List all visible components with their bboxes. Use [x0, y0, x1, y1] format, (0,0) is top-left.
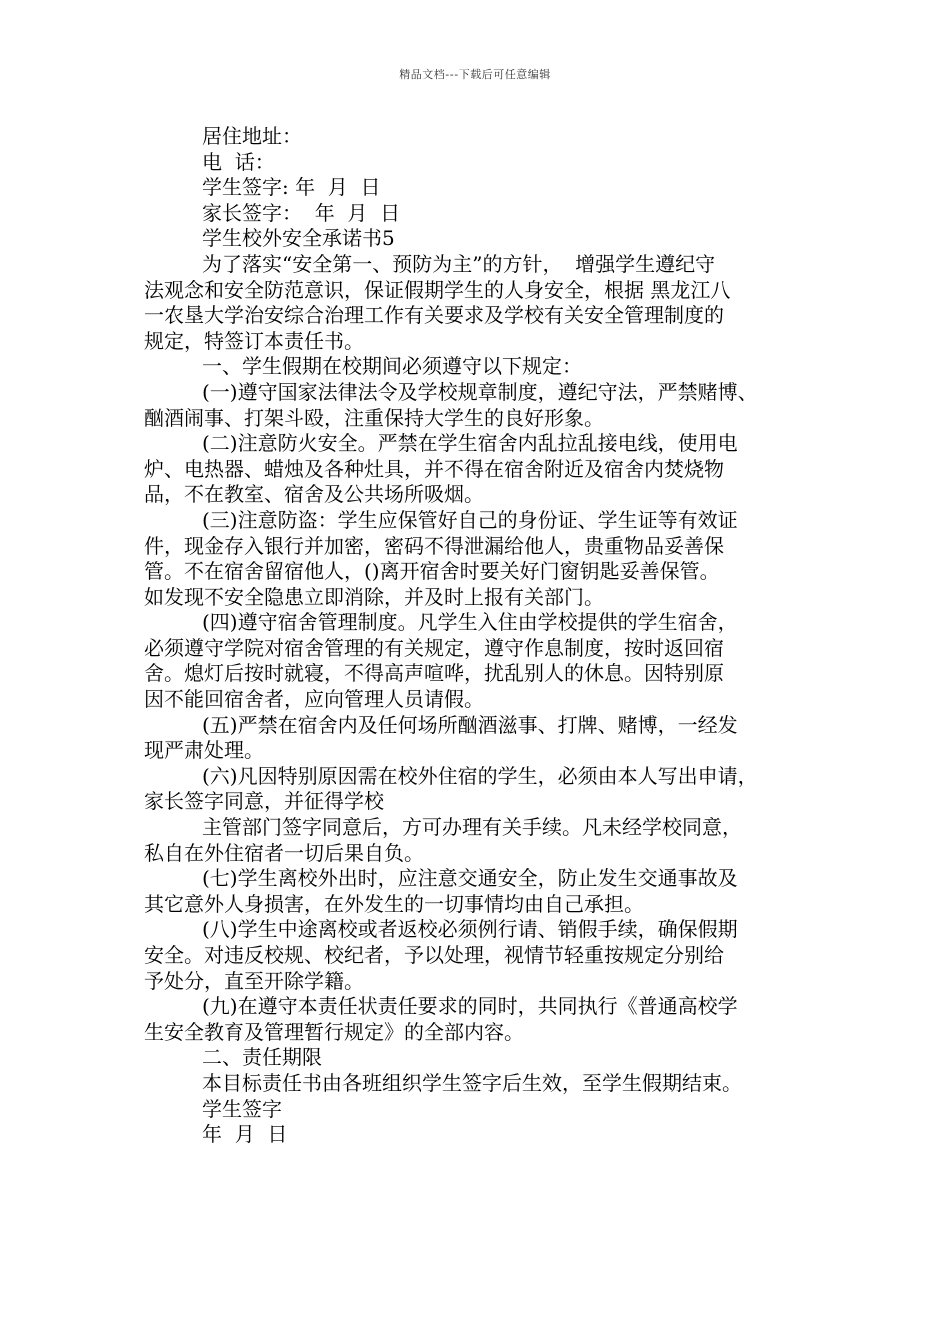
text-line: (二)注意防火安全。严禁在学生宿舍内乱拉乱接电线，使用电	[202, 431, 738, 456]
text-line: 酗酒闹事、打架斗殴，注重保持大学生的良好形象。	[144, 405, 604, 430]
text-line: (七)学生离校外出时，应注意交通安全，防止发生交通事故及	[202, 866, 738, 891]
text-line: 法观念和安全防范意识，保证假期学生的人身安全，根据 黑龙江八	[144, 277, 731, 302]
text-line: 家长签字： 年 月 日	[202, 200, 401, 225]
text-line: 主管部门签字同意后，方可办理有关手续。凡未经学校同意，	[202, 815, 742, 840]
text-line: 舍。熄灯后按时就寝，不得高声喧哗，扰乱别人的休息。因特别原	[144, 661, 724, 686]
text-line: (六)凡因特别原因需在校外住宿的学生，必须由本人写出申请，	[202, 763, 758, 788]
text-line: (五)严禁在宿舍内及任何场所酗酒滋事、打牌、赌博，一经发	[202, 712, 738, 737]
text-line: 居住地址：	[202, 124, 302, 148]
text-line: (八)学生中途离校或者返校必须例行请、销假手续，确保假期	[202, 917, 738, 942]
text-line: 安全。对违反校规、校纪者，予以处理，视情节轻重按规定分别给	[144, 943, 724, 967]
text-line: (一)遵守国家法律法令及学校规章制度，遵纪守法，严禁赌博、	[202, 379, 758, 404]
text-line: 炉、电热器、蜡烛及各种灶具，并不得在宿舍附近及宿舍内焚烧物	[144, 456, 724, 481]
text-line: (四)遵守宿舍管理制度。凡学生入住由学校提供的学生宿舍，	[202, 610, 738, 635]
text-line: 管。不在宿舍留宿他人，()离开宿舍时要关好门窗钥匙妥善保管。	[144, 559, 720, 584]
page-header: 精品文档---下载后可任意编辑	[399, 68, 551, 81]
text-line: (九)在遵守本责任状责任要求的同时，共同执行《普通高校学	[202, 994, 738, 1019]
text-line: 一、学生假期在校期间必须遵守以下规定：	[202, 354, 582, 379]
text-line: 学生签字: 年 月 日	[202, 175, 381, 200]
text-line: 予处分，直至开除学籍。	[144, 968, 364, 993]
text-line: 私自在外住宿者一切后果自负。	[144, 840, 424, 865]
text-line: 规定，特签订本责任书。	[144, 328, 364, 353]
text-line: 为了落实“安全第一、预防为主”的方针， 增强学生遵纪守	[202, 251, 716, 276]
text-line: 现严肃处理。	[144, 738, 264, 763]
text-line: 本目标责任书由各班组织学生签字后生效，至学生假期结束。	[202, 1070, 742, 1095]
text-line: 必须遵守学院对宿舍管理的有关规定，遵守作息制度，按时返回宿	[144, 635, 724, 660]
text-line: 家长签字同意，并征得学校	[144, 789, 384, 814]
text-line: 二、责任期限	[202, 1045, 322, 1070]
text-line: 一农垦大学治安综合治理工作有关要求及学校有关安全管理制度的	[144, 303, 724, 328]
text-line: 生安全教育及管理暂行规定》的全部内容。	[144, 1019, 524, 1044]
text-line: 品，不在教室、宿舍及公共场所吸烟。	[144, 482, 484, 507]
text-line: 其它意外人身损害，在外发生的一切事情均由自己承担。	[144, 891, 644, 916]
text-line: 电 话：	[202, 149, 275, 174]
text-line: (三)注意防盗：学生应保管好自己的身份证、学生证等有效证	[202, 507, 738, 532]
text-line: 学生签字	[202, 1096, 282, 1121]
text-line: 因不能回宿舍者，应向管理人员请假。	[144, 687, 484, 712]
text-line: 如发现不安全隐患立即消除，并及时上报有关部门。	[144, 584, 604, 609]
document-body	[144, 124, 824, 1148]
text-line: 学生校外安全承诺书5	[202, 226, 395, 251]
text-line: 年 月 日	[202, 1122, 288, 1147]
text-line: 件，现金存入银行并加密，密码不得泄漏给他人，贵重物品妥善保	[144, 533, 724, 558]
